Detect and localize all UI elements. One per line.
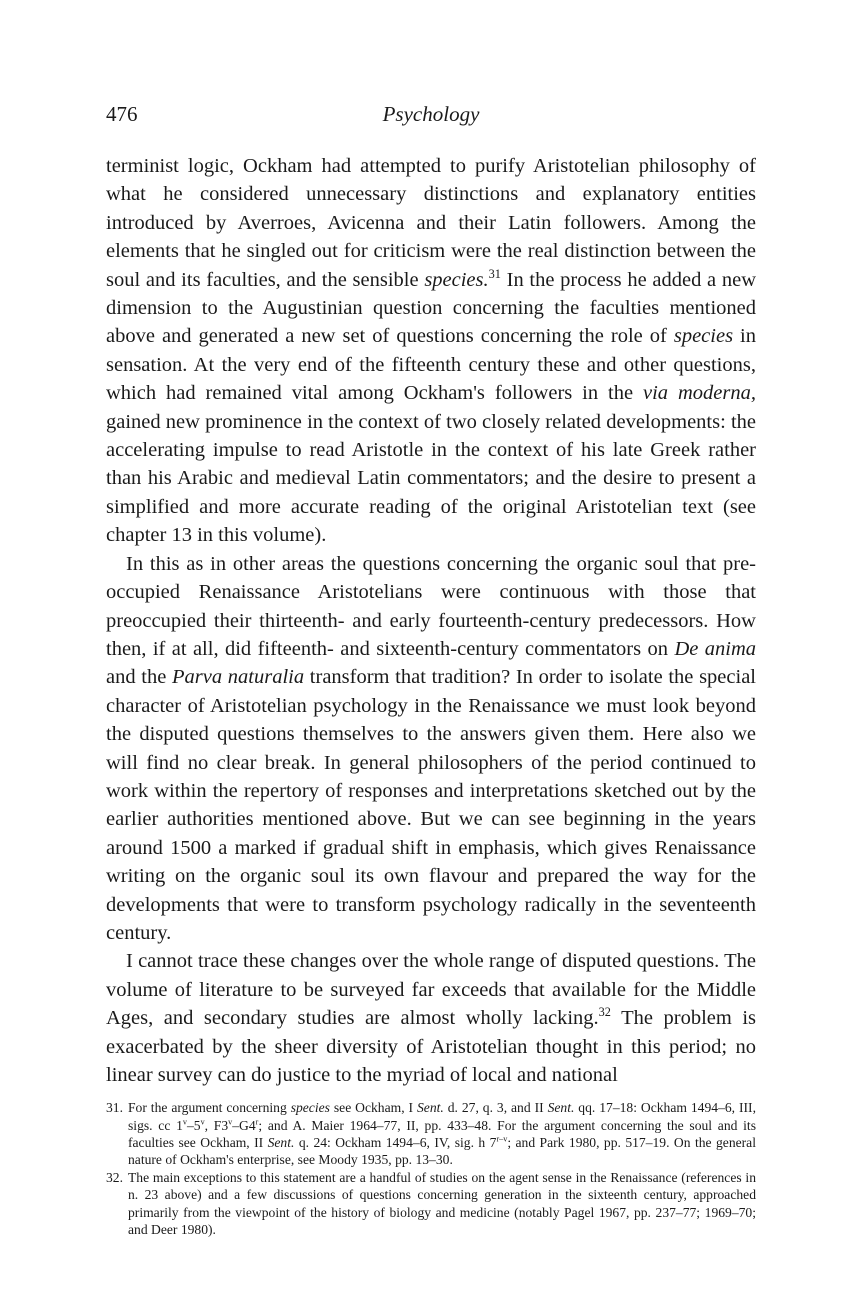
italic-text: Parva naturalia [172,666,305,689]
text-run: gained new prominence in the context of two closely related developments: the accelerating impulse to read Aristotle in the context of his late Greek rather than his Arabic and medieval Latin commentators; and the desire to present a simplified and more accurate reading of the original Aristotelian text (see chapter 13 in this volume). [106,410,756,547]
paragraph [106,550,756,948]
text-run: I cannot trace these changes over the whole range of disputed questions. The volume of literature to be surveyed far exceeds that available for the Middle Ages, and secondary studies are almost wholly lacking. [106,950,756,1030]
text-run: q. 24: Ockham 1494–6, IV, sig. h 7 [294,1134,497,1150]
text-run: For the argument concerning [128,1100,291,1116]
footnotes [106,1099,756,1238]
superscript: v [200,1117,205,1127]
text-run: The problem is exacerbated by the sheer diversity of Aristotelian thought in this period; no linear survey can do justice to the myriad of local and national [106,1007,757,1086]
text-run: The main exceptions to this statement are a handful of studies on the agent sense in the Renaissance (references in n. 23 above) and a few discussions of questions concerning generation in the sixteenth century, approached primarily from the viewpoint of the history of biology and medicine (notably Pagel 1967, pp. 237–77; 1969–70; and Deer 1980). [128,1170,756,1237]
body-text [106,152,756,1089]
italic-text: species. [424,268,489,291]
footnote-number: 31. [106,1100,123,1116]
paragraph [106,947,756,1089]
text-run: d. 27, q. 3, and II [443,1100,548,1116]
running-head [106,98,756,138]
superscript: r [255,1117,259,1127]
text-run: –G4 [232,1117,256,1133]
text-run: terminist logic, Ockham had attempted to purify Aristotelian philosophy of what he considered unnecessary distinctions and explanatory entities introduced by Averroes, Avicenna and their Latin followers. Among the elements that he singled out for criticism were the real distinction between the soul and its faculties, and the sensible [106,155,756,291]
italic-text: Sent. [547,1100,575,1116]
footnote [106,1169,756,1238]
text-run: qq. 17–18: Ockham 1494–6, III, sigs. cc 1 [128,1100,756,1133]
text-run: –5 [186,1117,201,1133]
italic-text: Sent. [417,1100,444,1116]
superscript: v [228,1117,233,1127]
superscript: r–v [496,1134,508,1144]
text-run: In the process he added a new dimension to the Augustinian question concerning the faculties mentioned above and generated a new set of questions concerning the role of [106,268,756,348]
text-run: transform that tradition? In order to isolate the special character of Aristotelian psychology in the Renaissance we must look beyond the disputed questions themselves to the answers given them. Here also we will find no clear break. In general philosophers of the period continued to work within the repertory of responses and interpretations sketched out by the earlier authorities mentioned above. But we can see beginning in the years around 1500 a marked if gradual shift in emphasis, which gives Renaissance writing on the organic soul its own flavour and prepared the way for the developments that were to transform psychology radically in the seventeenth century. [106,666,756,944]
superscript: 31 [488,266,501,281]
footnote-text [128,1100,756,1167]
text-run: ; and Park 1980, pp. 517–19. On the general nature of Ockham's enterprise, see Moody 1935, pp. 13–30. [128,1134,756,1168]
text-run: in sensation. At the very end of the fifteenth century these and other questions, which had remained vital among Ockham's followers in the [106,325,756,405]
superscript: 32 [598,1005,611,1020]
footnote-text [128,1170,756,1237]
paragraph [106,152,756,550]
footnote [106,1099,756,1168]
superscript: v [182,1117,187,1127]
page-number: 476 [106,102,138,126]
text-run: ; and A. Maier 1964–77, II, pp. 433–48. For the argument concerning the soul and its faculties see Ockham, II [128,1117,756,1150]
text-run: see Ockham, I [329,1100,417,1116]
italic-text: De anima [674,637,756,660]
book-page [106,98,756,1239]
italic-text: Sent. [267,1134,295,1150]
italic-text: via moderna, [643,382,756,405]
text-run: and the [106,666,173,689]
text-run: In this as in other areas the questions concerning the organic soul that pre-occupied Renaissance Aristotelians were continuous with those that preoccupied their thirteenth- and early fourteenth-century predecessors. How then, if at all, did fifteenth- and sixteenth-century commentators on [106,552,756,660]
running-title: Psychology [382,102,480,126]
italic-text: species [673,325,734,348]
italic-text: species [290,1100,330,1116]
footnote-number: 32. [106,1170,123,1186]
text-run: , F3 [204,1117,229,1133]
